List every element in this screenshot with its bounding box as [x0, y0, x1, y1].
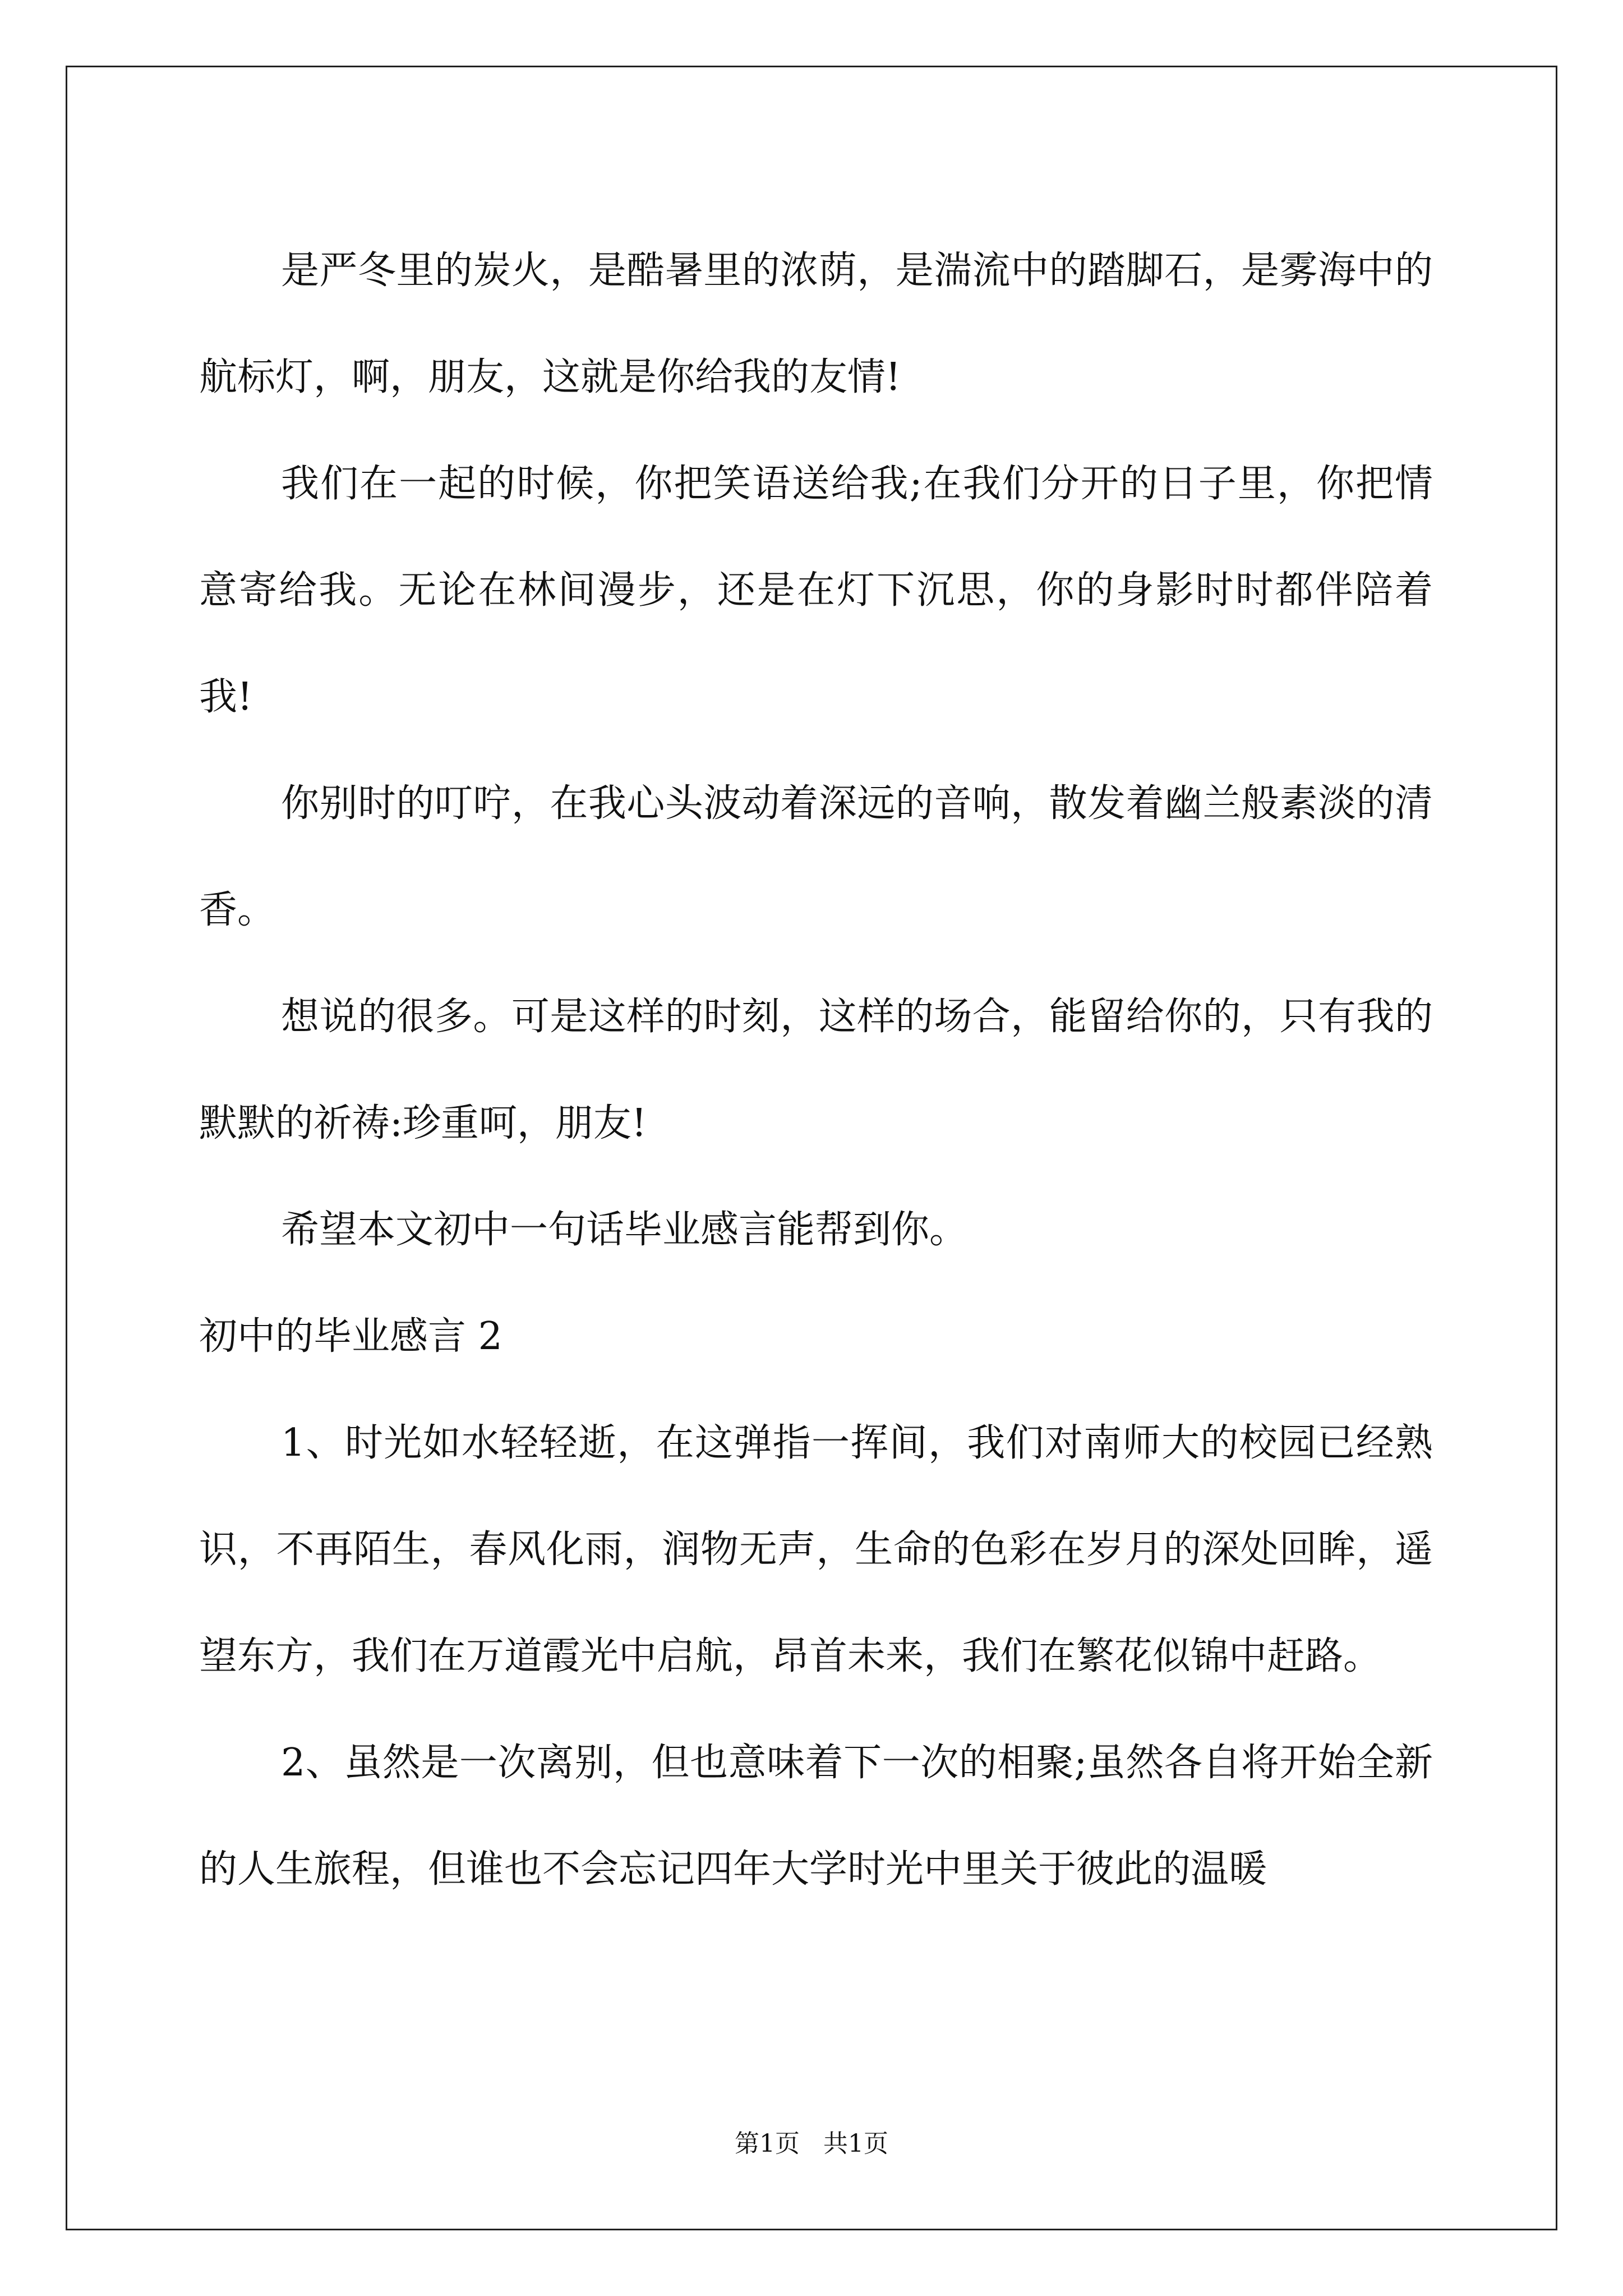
section-heading: 初中的毕业感言 2 — [199, 1314, 502, 1359]
page-total: 共1页 — [823, 2129, 888, 2158]
paragraph: 你别时的叮咛，在我心头波动着深远的音响，散发着幽兰般素淡的清香。 — [199, 781, 1433, 932]
page-number: 第1页 — [735, 2129, 800, 2158]
paragraph: 2、虽然是一次离别，但也意味着下一次的相聚;虽然各自将开始全新的人生旅程，但谁也不会忘记四年大学时光中里关于彼此的温暖 — [199, 1741, 1433, 1892]
paragraph: 1、时光如水轻轻逝，在这弹指一挥间，我们对南师大的校园已经熟识，不再陌生，春风化雨，润物无声，生命的色彩在岁月的深处回眸，遥望东方，我们在万道霞光中启航，昂首未来，我们在繁花似锦中赶路。 — [199, 1421, 1433, 1678]
document-body — [199, 218, 1433, 1923]
paragraph: 希望本文初中一句话毕业感言能帮到你。 — [281, 1208, 968, 1252]
page-footer — [0, 2127, 1623, 2161]
paragraph: 是严冬里的炭火，是酷暑里的浓荫，是湍流中的踏脚石，是雾海中的航标灯，啊，朋友，这就是你给我的友情! — [199, 249, 1433, 399]
paragraph: 想说的很多。可是这样的时刻，这样的场合，能留给你的，只有我的默默的祈祷:珍重呵，朋友! — [199, 995, 1433, 1145]
paragraph: 我们在一起的时候，你把笑语送给我;在我们分开的日子里，你把情意寄给我。无论在林间漫步，还是在灯下沉思，你的身影时时都伴陪着我! — [199, 462, 1433, 719]
